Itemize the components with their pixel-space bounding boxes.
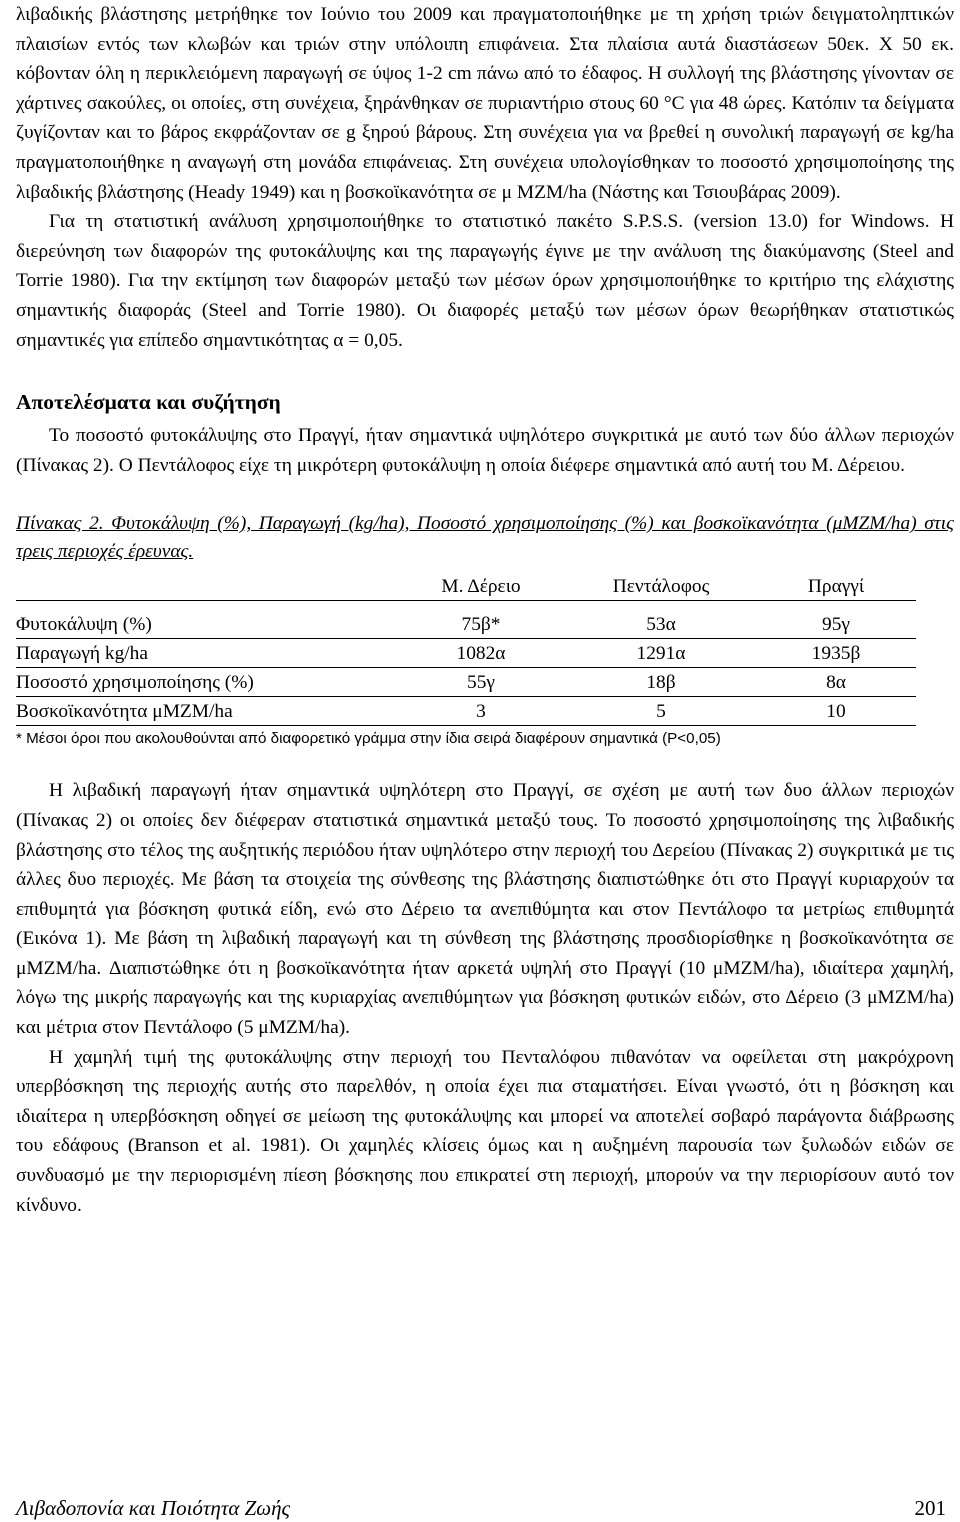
journal-title: Λιβαδοπονία και Ποιότητα Ζωής <box>16 1496 291 1520</box>
table-row <box>16 639 916 668</box>
table-row-label: Ποσοστό χρησιμοποίησης (%) <box>16 668 396 697</box>
table-row-label: Παραγωγή kg/ha <box>16 639 396 668</box>
table-row-label: Φυτοκάλυψη (%) <box>16 601 396 639</box>
table-cell: 10 <box>756 697 916 726</box>
document-page <box>16 0 954 1220</box>
table-header-empty <box>16 572 396 601</box>
page-footer <box>16 1496 946 1521</box>
table-cell: 95γ <box>756 601 916 639</box>
section-heading: Αποτελέσματα και συζήτηση <box>16 390 281 415</box>
table-cell: 18β <box>566 668 756 697</box>
table-caption-prefix: Πίνακας 2. <box>16 513 104 535</box>
table-cell: 1082α <box>396 639 566 668</box>
table-row <box>16 697 916 726</box>
table-cell: 1291α <box>566 639 756 668</box>
table-row-label: Βοσκοϊκανότητα μΜΖΜ/ha <box>16 697 396 726</box>
statistics-paragraph: Για τη στατιστική ανάλυση χρησιμοποιήθηκε το στατιστικό πακέτο S.P.S.S. (version 13.0) for Windows. Η διερεύνηση των διαφορών της φυτοκάλυψης και της παραγωγής έγινε με την ανάλυση της διακύμανσης (Steel and Torrie 1980). Για την εκτίμηση των διαφορών μεταξύ των μέσων όρων χρησιμοποιήθηκε το κριτήριο της ελάχιστης σημαντικής διαφοράς (Steel and Torrie 1980). Οι διαφορές μεταξύ των μέσων όρων θεωρήθηκαν στατιστικώς σημαντικές για επίπεδο σημαντικότητας α = 0,05. <box>16 211 954 351</box>
table-col-header: Πραγγί <box>756 572 916 601</box>
table-cell: 1935β <box>756 639 916 668</box>
results-paragraph-2: Η λιβαδική παραγωγή ήταν σημαντικά υψηλότερη στο Πραγγί, σε σχέση με αυτή των δυο άλλων περιοχών (Πίνακας 2) οι οποίες δεν διέφεραν στατιστικά σημαντικά μεταξύ τους. Το ποσοστό χρησιμοποίησης της λιβαδικής βλάστησης στο τέλος της αυξητικής περιόδου ήταν υψηλότερο στην περιοχή του Δερείου (Πίνακας 2) συγκριτικά με τις άλλες δυο περιοχές. Με βάση τα στοιχεία της σύνθεσης της βλάστησης διαπιστώθηκε ότι στο Πραγγί κυριαρχούν τα επιθυμητά για βόσκηση φυτικά είδη, ενώ στο Δέρειο τα ανεπιθύμητα και στον Πεντάλοφο τα μετρίως επιθυμητά (Εικόνα 1). Με βάση τη λιβαδική παραγωγή και τη σύνθεση της βλάστησης προσδιορίσθηκε η βοσκοϊκανότητα σε μΜΖΜ/ha. Διαπιστώθηκε ότι η βοσκοϊκανότητα ήταν αρκετά υψηλή στο Πραγγί (10 μΜΖΜ/ha), ιδιαίτερα χαμηλή, λόγω της μικρής παραγωγής και της κυριαρχίας ανεπιθύμητων για βόσκηση φυτικών ειδών, στο Δέρειο (3 μΜΖΜ/ha) και μέτρια στον Πεντάλοφο (5 μΜΖΜ/ha). <box>16 780 954 1039</box>
results-paragraph-1: Το ποσοστό φυτοκάλυψης στο Πραγγί, ήταν σημαντικά υψηλότερο συγκριτικά με αυτό των δύο άλλων περιοχών (Πίνακας 2). Ο Πεντάλοφος είχε τη μικρότερη φυτοκάλυψη η οποία διέφερε σημαντικά από αυτή του Μ. Δέρειου. <box>16 425 954 476</box>
methods-paragraph: λιβαδικής βλάστησης μετρήθηκε τον Ιούνιο του 2009 και πραγματοποιήθηκε με τη χρήση τριών δειγματοληπτικών πλαισίων εντός των κλωβών και τριών στην υπόλοιπη επιφάνεια. Στα πλαίσια αυτά διαστάσεων 50εκ. Χ 50 εκ. κόβονταν όλη η περικλειόμενη παραγωγή σε ύψος 1-2 cm πάνω από το έδαφος. Η συλλογή της βλάστησης γίνονταν σε χάρτινες σακούλες, οι οποίες, στη συνέχεια, ξηράνθηκαν σε πυριαντήριο στους 60 °C για 48 ώρες. Κατόπιν τα δείγματα ζυγίζονταν και το βάρος εκφράζονταν σε g ξηρού βάρους. Στη συνέχεια για να βρεθεί η συνολική παραγωγή σε kg/ha πραγματοποιήθηκε η αναγωγή στη μονάδα επιφάνειας. Στη συνέχεια υπολογίσθηκαν το ποσοστό χρησιμοποίησης της λιβαδικής βλάστησης (Heady 1949) και η βοσκοϊκανότητα σε μ ΜΖΜ/ha (Νάστης και Τσιουβάρας 2009). <box>16 4 954 203</box>
page-number: 201 <box>914 1496 946 1520</box>
table-cell: 55γ <box>396 668 566 697</box>
table-caption-text: Φυτοκάλυψη (%), Παραγωγή (kg/ha), Ποσοστό χρησιμοποίησης (%) και βοσκοϊκανότητα (μΜΖΜ/ha) στις τρεις περιοχές έρευνας. <box>16 513 954 563</box>
table-cell: 8α <box>756 668 916 697</box>
table-cell: 3 <box>396 697 566 726</box>
table-row <box>16 668 916 697</box>
table-caption <box>16 510 954 566</box>
table-footnote: * Μέσοι όροι που ακολουθούνται από διαφορετικό γράμμα στην ίδια σειρά διαφέρουν σημαντικά (P<0,05) <box>16 730 721 748</box>
table-header-row <box>16 572 916 601</box>
table-col-header: Πεντάλοφος <box>566 572 756 601</box>
table-cell: 5 <box>566 697 756 726</box>
results-paragraph-3: Η χαμηλή τιμή της φυτοκάλυψης στην περιοχή του Πενταλόφου πιθανόταν να οφείλεται στη μακρόχρονη υπερβόσκηση της περιοχής αυτής στο παρελθόν, η οποία έχει πια σταματήσει. Είναι γνωστό, ότι η βόσκηση και ιδιαίτερα η υπερβόσκηση οδηγεί σε μείωση της φυτοκάλυψης και μπορεί να αποτελεί σοβαρό παράγοντα διάβρωσης του εδάφους (Branson et al. 1981). Οι χαμηλές κλίσεις όμως και η αυξημένη παρουσία των ξυλωδών ειδών σε συνδυασμό με την περιορισμένη πίεση βόσκησης που επικρατεί στη περιοχή, μπορούν να την περιορίσουν αυτό τον κίνδυνο. <box>16 1046 954 1216</box>
table-col-header: Μ. Δέρειο <box>396 572 566 601</box>
table-cell: 53α <box>566 601 756 639</box>
table-cell: 75β* <box>396 601 566 639</box>
table-row <box>16 601 916 639</box>
results-table <box>16 572 916 726</box>
